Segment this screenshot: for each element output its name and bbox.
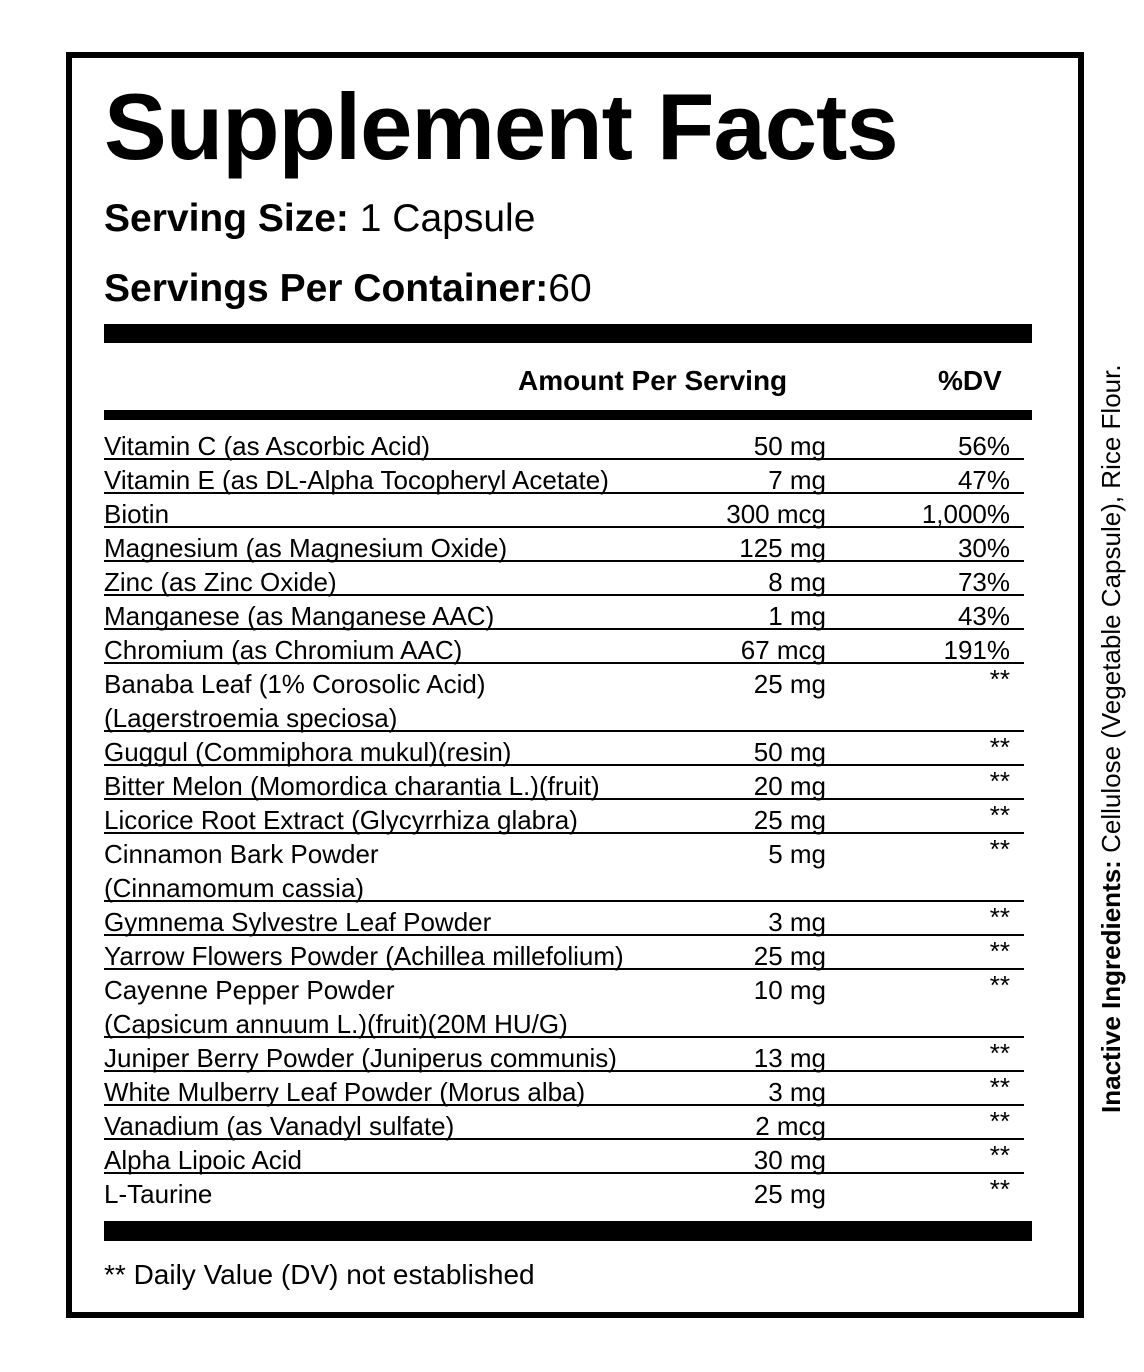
inactive-ingredients-label: Inactive Ingredients:	[1096, 860, 1126, 1113]
panel-title: Supplement Facts	[104, 74, 898, 179]
table-row	[104, 766, 1024, 800]
ingredient-amount: 300 mcg	[726, 499, 826, 529]
ingredient-dv: **	[989, 902, 1010, 932]
ingredient-name	[104, 1177, 212, 1211]
ingredient-name	[104, 1075, 585, 1109]
ingredient-dv: 191%	[943, 635, 1010, 665]
footnote: ** Daily Value (DV) not established	[104, 1259, 535, 1290]
ingredient-amount: 25 mg	[753, 941, 826, 971]
ingredient-dv: 47%	[957, 465, 1010, 495]
serving-size	[104, 196, 535, 242]
ingredient-dv: **	[989, 800, 1010, 830]
ingredient-name	[104, 565, 337, 599]
ingredient-amount: 5 mg	[768, 839, 826, 869]
ingredient-dv: **	[989, 936, 1010, 966]
ingredient-amount: 7 mg	[768, 465, 826, 495]
ingredient-name	[104, 531, 507, 565]
ingredient-dv: **	[989, 1140, 1010, 1170]
table-row	[104, 562, 1024, 596]
header-divider	[104, 410, 1032, 420]
ingredient-dv: 30%	[957, 533, 1010, 563]
serving-size-label: Serving Size:	[104, 197, 349, 240]
ingredient-name	[104, 837, 379, 905]
ingredient-name	[104, 463, 609, 497]
ingredient-name-line: Zinc (as Zinc Oxide)	[104, 567, 337, 597]
ingredient-name	[104, 497, 169, 531]
ingredient-amount: 50 mg	[753, 431, 826, 461]
ingredient-dv: **	[989, 1106, 1010, 1136]
ingredient-amount: 67 mcg	[740, 635, 826, 665]
ingredient-name-line: Cayenne Pepper Powder	[104, 975, 395, 1005]
ingredient-dv: **	[989, 834, 1010, 864]
ingredient-name-line: Chromium (as Chromium AAC)	[104, 635, 463, 665]
ingredient-amount: 125 mg	[739, 533, 826, 563]
supplement-facts-panel	[66, 52, 1084, 1318]
top-divider	[104, 324, 1032, 343]
ingredient-name-line: Magnesium (as Magnesium Oxide)	[104, 533, 508, 563]
ingredient-amount: 1 mg	[768, 601, 826, 631]
ingredient-dv: **	[989, 1072, 1010, 1102]
ingredient-name	[104, 633, 462, 667]
ingredient-name-line: Manganese (as Manganese AAC)	[104, 601, 495, 631]
ingredient-amount: 13 mg	[753, 1043, 826, 1073]
table-row	[104, 1038, 1024, 1072]
ingredient-name	[104, 905, 491, 939]
ingredient-name	[104, 1143, 302, 1177]
ingredient-name-line: L-Taurine	[104, 1179, 213, 1209]
ingredient-dv: 1,000%	[921, 499, 1010, 529]
ingredient-name	[104, 599, 494, 633]
bottom-divider	[104, 1221, 1032, 1241]
table-row	[104, 800, 1024, 834]
ingredient-amount: 50 mg	[753, 737, 826, 767]
ingredient-amount: 8 mg	[768, 567, 826, 597]
ingredient-name-line: Licorice Root Extract (Glycyrrhiza glabra)	[104, 805, 578, 835]
ingredient-amount: 2 mcg	[755, 1111, 826, 1141]
table-row	[104, 460, 1024, 494]
ingredient-name-line: Vitamin C (as Ascorbic Acid)	[104, 431, 431, 461]
ingredient-name	[104, 803, 578, 837]
table-row	[104, 970, 1024, 1038]
ingredient-dv: **	[989, 664, 1010, 694]
ingredient-amount: 20 mg	[753, 771, 826, 801]
ingredient-dv: **	[989, 970, 1010, 1000]
ingredient-dv: 43%	[957, 601, 1010, 631]
ingredient-dv: 56%	[957, 431, 1010, 461]
table-row	[104, 834, 1024, 902]
ingredient-name-line: Bitter Melon (Momordica charantia L.)(fruit)	[104, 771, 600, 801]
ingredient-name-line: Gymnema Sylvestre Leaf Powder	[104, 907, 492, 937]
dv-column-header: %DV	[938, 365, 1002, 396]
ingredient-name	[104, 1041, 617, 1075]
ingredient-amount: 25 mg	[753, 669, 826, 699]
ingredient-name-line: Guggul (Commiphora mukul)(resin)	[104, 737, 512, 767]
ingredient-name-line2: (Cinnamomum cassia)	[104, 873, 365, 903]
servings-per-container-value: 60	[548, 267, 592, 310]
table-row	[104, 1174, 1024, 1208]
ingredient-name-line: Cinnamon Bark Powder	[104, 839, 379, 869]
ingredient-name-line: Alpha Lipoic Acid	[104, 1145, 303, 1175]
ingredient-dv: **	[989, 1174, 1010, 1204]
table-row	[104, 494, 1024, 528]
ingredient-name	[104, 769, 600, 803]
ingredient-name-line: Biotin	[104, 499, 170, 529]
ingredient-amount: 10 mg	[753, 975, 826, 1005]
ingredient-name	[104, 667, 486, 735]
ingredient-name-line2: (Capsicum annuum L.)(fruit)(20M HU/G)	[104, 1009, 568, 1039]
table-row	[104, 1106, 1024, 1140]
ingredient-name-line: Juniper Berry Powder (Juniperus communis)	[104, 1043, 617, 1073]
ingredient-name-line: Yarrow Flowers Powder (Achillea millefolium)	[104, 941, 624, 971]
table-row	[104, 664, 1024, 732]
ingredient-name	[104, 1109, 454, 1143]
ingredient-name-line: White Mulberry Leaf Powder (Morus alba)	[104, 1077, 586, 1107]
ingredient-name	[104, 939, 624, 973]
ingredient-name-line: Vitamin E (as DL-Alpha Tocopheryl Acetate)	[104, 465, 609, 495]
inactive-ingredients	[1094, 364, 1128, 1113]
ingredient-table	[104, 426, 1024, 1208]
ingredient-amount: 3 mg	[768, 907, 826, 937]
amount-column-header: Amount Per Serving	[518, 365, 788, 396]
table-row	[104, 902, 1024, 936]
table-row	[104, 630, 1024, 664]
table-row	[104, 528, 1024, 562]
servings-per-container	[104, 266, 592, 312]
ingredient-dv: 73%	[957, 567, 1010, 597]
inactive-ingredients-value: Cellulose (Vegetable Capsule), Rice Flour.	[1096, 364, 1126, 853]
ingredient-name	[104, 735, 511, 769]
table-row	[104, 426, 1024, 460]
ingredient-dv: **	[989, 732, 1010, 762]
ingredient-amount: 3 mg	[768, 1077, 826, 1107]
ingredient-name-line2: (Lagerstroemia speciosa)	[104, 703, 398, 733]
table-row	[104, 1140, 1024, 1174]
ingredient-amount: 25 mg	[753, 1179, 826, 1209]
ingredient-amount: 30 mg	[753, 1145, 826, 1175]
servings-per-container-label: Servings Per Container:	[104, 267, 549, 310]
ingredient-name	[104, 973, 568, 1041]
ingredient-dv: **	[989, 766, 1010, 796]
ingredient-amount: 25 mg	[753, 805, 826, 835]
ingredient-name-line: Banaba Leaf (1% Corosolic Acid)	[104, 669, 486, 699]
serving-size-value: 1 Capsule	[359, 197, 536, 240]
ingredient-name	[104, 429, 430, 463]
table-row	[104, 1072, 1024, 1106]
ingredient-dv: **	[989, 1038, 1010, 1068]
table-row	[104, 936, 1024, 970]
table-row	[104, 732, 1024, 766]
ingredient-name-line: Vanadium (as Vanadyl sulfate)	[104, 1111, 455, 1141]
table-row	[104, 596, 1024, 630]
